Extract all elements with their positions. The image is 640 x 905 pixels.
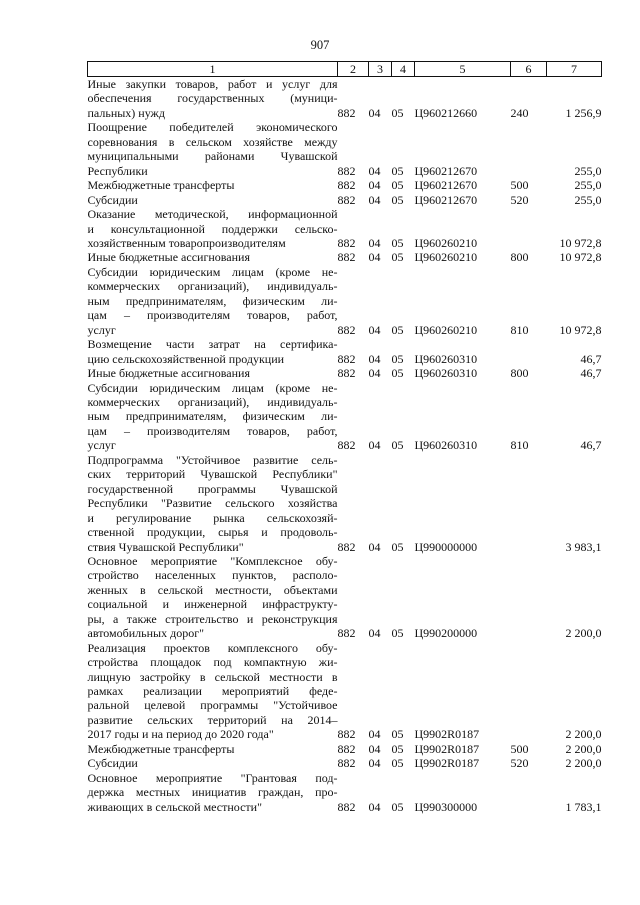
table-row <box>88 178 602 192</box>
cell-amount: 255,0 <box>574 163 602 178</box>
table-row <box>88 120 602 178</box>
cell-description <box>88 77 338 121</box>
table-row <box>88 250 602 264</box>
cell-subsection: 05 <box>391 163 404 178</box>
cell-amount: 255,0 <box>574 192 602 207</box>
description-line: цам – производителям товаров, работ, <box>87 308 338 323</box>
cell-ministry: 882 <box>337 351 356 366</box>
description-line: живающих в сельской местности" <box>87 799 262 814</box>
cell-ministry: 882 <box>337 741 356 756</box>
cell-target-code: Ц990000000 <box>414 539 478 554</box>
table-row <box>88 265 602 337</box>
description-line: лищную застройку в сельской местности в <box>87 669 338 684</box>
cell-subsection: 05 <box>391 741 404 756</box>
cell-description <box>88 381 338 453</box>
cell-target-code: Ц990300000 <box>414 799 478 814</box>
cell-subsection: 05 <box>391 756 404 771</box>
cell-description <box>88 366 338 380</box>
description-line: ральной целевой программы "Устойчивое <box>87 698 338 713</box>
cell-subsection: 05 <box>391 250 404 265</box>
description-line: ры, а также строительство и реконструкция <box>87 611 338 626</box>
cell-subsection: 05 <box>391 626 404 641</box>
cell-expense-type: 520 <box>510 756 529 771</box>
cell-ministry: 882 <box>337 178 356 193</box>
description-line: ным предпринимателям, физическим ли- <box>87 409 338 424</box>
table-row <box>88 77 602 121</box>
description-line: ствия Чувашской Республики" <box>87 539 244 554</box>
cell-amount: 2 200,0 <box>565 756 602 771</box>
cell-section: 04 <box>368 192 381 207</box>
cell-expense-type <box>511 641 547 742</box>
cell-subsection: 05 <box>391 438 404 453</box>
cell-section: 04 <box>368 105 381 120</box>
cell-subsection: 05 <box>391 235 404 250</box>
cell-expense-type <box>511 207 547 250</box>
description-line: обеспечения государственных (муници- <box>87 91 338 106</box>
cell-expense-type: 500 <box>510 741 529 756</box>
column-header-section: 3 <box>369 62 392 77</box>
description-line: муниципальными районами Чувашской <box>87 149 338 164</box>
cell-ministry: 882 <box>337 799 356 814</box>
description-line: цам – производителям товаров, работ, <box>87 423 338 438</box>
description-line: услуг <box>87 322 116 337</box>
description-line: Республики <box>87 163 148 178</box>
description-line: государственной программы Чувашской <box>87 481 338 496</box>
cell-ministry: 882 <box>337 250 356 265</box>
cell-ministry: 882 <box>337 727 356 742</box>
cell-description <box>88 337 338 366</box>
description-line: Субсидии юридическим лицам (кроме не- <box>87 380 338 395</box>
cell-expense-type <box>511 771 547 814</box>
cell-expense-type <box>511 554 547 641</box>
description-line: соревнования в сельском хозяйстве между <box>87 134 338 149</box>
description-line: коммерческих организаций), индивидуаль- <box>87 394 338 409</box>
cell-description <box>88 453 338 554</box>
cell-description <box>88 771 338 814</box>
table-row <box>88 337 602 366</box>
cell-subsection: 05 <box>391 799 404 814</box>
description-line: Республики "Развитие сельского хозяйства <box>87 496 338 511</box>
cell-description <box>88 742 338 756</box>
cell-section: 04 <box>368 756 381 771</box>
cell-section: 04 <box>368 366 381 381</box>
cell-expense-type: 810 <box>510 322 529 337</box>
cell-section: 04 <box>368 727 381 742</box>
cell-ministry: 882 <box>337 235 356 250</box>
cell-section: 04 <box>368 626 381 641</box>
table-row <box>88 453 602 554</box>
description-line: стройство населенных пунктов, располо- <box>87 568 338 583</box>
cell-target-code: Ц960260310 <box>414 438 478 453</box>
page-number: 907 <box>310 38 330 52</box>
description-line: хозяйственным товаропроизводителям <box>87 235 286 250</box>
column-header-expense-type: 6 <box>511 62 547 77</box>
cell-section: 04 <box>368 250 381 265</box>
description-line: и регулирование рынка сельскохозяй- <box>87 510 338 525</box>
cell-expense-type <box>511 337 547 366</box>
cell-section: 04 <box>368 235 381 250</box>
description-line: Иные бюджетные ассигнования <box>87 366 250 381</box>
description-line: цию сельскохозяйственной продукции <box>87 351 285 366</box>
table-row <box>88 742 602 756</box>
table-row <box>88 207 602 250</box>
cell-target-code: Ц9902R0187 <box>414 727 480 742</box>
cell-subsection: 05 <box>391 351 404 366</box>
cell-section: 04 <box>368 741 381 756</box>
cell-target-code: Ц960260210 <box>414 250 478 265</box>
cell-amount: 10 972,8 <box>559 322 602 337</box>
cell-expense-type: 240 <box>510 105 529 120</box>
cell-target-code: Ц960212670 <box>414 192 478 207</box>
cell-section: 04 <box>368 539 381 554</box>
cell-amount: 1 783,1 <box>565 799 602 814</box>
description-line: Возмещение части затрат на сертифика- <box>87 337 338 352</box>
cell-ministry: 882 <box>337 192 356 207</box>
description-line: Межбюджетные трансферты <box>87 741 235 756</box>
description-line: Межбюджетные трансферты <box>87 178 235 193</box>
cell-amount: 10 972,8 <box>559 250 602 265</box>
description-line: ным предпринимателям, физическим ли- <box>87 293 338 308</box>
cell-description <box>88 178 338 192</box>
cell-ministry: 882 <box>337 105 356 120</box>
cell-target-code: Ц960212670 <box>414 178 478 193</box>
cell-target-code: Ц960212660 <box>414 105 478 120</box>
table-row <box>88 641 602 742</box>
description-line: Подпрограмма "Устойчивое развитие сель- <box>87 452 338 467</box>
cell-section: 04 <box>368 438 381 453</box>
cell-target-code: Ц960260310 <box>414 366 478 381</box>
column-header-subsection: 4 <box>392 62 415 77</box>
column-header-target-code: 5 <box>415 62 511 77</box>
cell-amount: 2 200,0 <box>565 741 602 756</box>
column-header-description: 1 <box>88 62 338 77</box>
description-line: 2017 годы и на период до 2020 года" <box>87 727 274 742</box>
cell-ministry: 882 <box>337 322 356 337</box>
cell-ministry: 882 <box>337 366 356 381</box>
cell-amount: 46,7 <box>580 366 602 381</box>
cell-description <box>88 120 338 178</box>
cell-section: 04 <box>368 351 381 366</box>
cell-subsection: 05 <box>391 178 404 193</box>
cell-expense-type: 500 <box>510 178 529 193</box>
description-line: Субсидии <box>87 192 138 207</box>
column-header-ministry: 2 <box>338 62 369 77</box>
cell-description <box>88 756 338 770</box>
description-line: социальной и инженерной инфраструкту- <box>87 597 338 612</box>
description-line: пальных) нужд <box>87 105 165 120</box>
cell-expense-type <box>511 453 547 554</box>
description-line: коммерческих организаций), индивидуаль- <box>87 279 338 294</box>
cell-section: 04 <box>368 163 381 178</box>
cell-target-code: Ц9902R0187 <box>414 741 480 756</box>
description-line: Оказание методической, информационной <box>87 207 338 222</box>
description-line: рамках реализации мероприятий феде- <box>87 684 338 699</box>
cell-amount: 1 256,9 <box>565 105 602 120</box>
description-line: женных в сельской местности, объектами <box>87 582 338 597</box>
cell-ministry: 882 <box>337 438 356 453</box>
description-line: Реализация проектов комплексного обу- <box>87 640 338 655</box>
cell-ministry: 882 <box>337 756 356 771</box>
table-row <box>88 756 602 770</box>
cell-target-code: Ц960260210 <box>414 235 478 250</box>
cell-expense-type <box>511 120 547 178</box>
cell-amount: 2 200,0 <box>565 727 602 742</box>
description-line: развитие сельских территорий на 2014– <box>87 712 338 727</box>
table-row <box>88 381 602 453</box>
description-line: услуг <box>87 438 116 453</box>
cell-description <box>88 554 338 641</box>
description-line: Иные закупки товаров, работ и услуг для <box>87 77 338 91</box>
cell-target-code: Ц990200000 <box>414 626 478 641</box>
cell-expense-type: 520 <box>510 192 529 207</box>
cell-target-code: Ц960212670 <box>414 163 478 178</box>
description-line: Основное мероприятие "Комплексное обу- <box>87 553 338 568</box>
cell-target-code: Ц960260310 <box>414 351 478 366</box>
cell-description <box>88 193 338 207</box>
cell-subsection: 05 <box>391 366 404 381</box>
cell-description <box>88 641 338 742</box>
description-line: автомобильных дорог" <box>87 626 205 641</box>
table-row <box>88 554 602 641</box>
budget-table <box>87 61 602 814</box>
cell-subsection: 05 <box>391 105 404 120</box>
cell-ministry: 882 <box>337 163 356 178</box>
cell-ministry: 882 <box>337 539 356 554</box>
cell-section: 04 <box>368 322 381 337</box>
cell-target-code: Ц9902R0187 <box>414 756 480 771</box>
description-line: Поощрение победителей экономического <box>87 120 338 135</box>
description-line: Субсидии юридическим лицам (кроме не- <box>87 264 338 279</box>
description-line: держка местных инициатив граждан, про- <box>87 785 338 800</box>
cell-description <box>88 265 338 337</box>
cell-amount: 46,7 <box>580 438 602 453</box>
description-line: ских территорий Чувашской Республики" <box>87 467 338 482</box>
table-row <box>88 771 602 814</box>
table-row <box>88 193 602 207</box>
cell-expense-type: 810 <box>510 438 529 453</box>
cell-ministry: 882 <box>337 626 356 641</box>
cell-amount: 2 200,0 <box>565 626 602 641</box>
cell-amount: 46,7 <box>580 351 602 366</box>
table-row <box>88 366 602 380</box>
cell-subsection: 05 <box>391 322 404 337</box>
description-line: и консультационной поддержки сельско- <box>87 221 338 236</box>
description-line: ственной продукции, сырья и продоволь- <box>87 525 338 540</box>
cell-subsection: 05 <box>391 539 404 554</box>
description-line: Субсидии <box>87 756 138 771</box>
cell-description <box>88 207 338 250</box>
cell-expense-type: 800 <box>510 366 529 381</box>
cell-expense-type: 800 <box>510 250 529 265</box>
description-line: Иные бюджетные ассигнования <box>87 250 250 265</box>
cell-amount: 255,0 <box>574 178 602 193</box>
cell-description <box>88 250 338 264</box>
description-line: Основное мероприятие "Грантовая под- <box>87 770 338 785</box>
cell-amount: 3 983,1 <box>565 539 602 554</box>
cell-amount: 10 972,8 <box>559 235 602 250</box>
column-header-amount: 7 <box>547 62 602 77</box>
cell-section: 04 <box>368 178 381 193</box>
cell-subsection: 05 <box>391 192 404 207</box>
table-header-row <box>88 62 602 77</box>
cell-subsection: 05 <box>391 727 404 742</box>
table-body <box>88 77 602 815</box>
description-line: стройства площадок под компактную жи- <box>87 655 338 670</box>
cell-section: 04 <box>368 799 381 814</box>
cell-target-code: Ц960260210 <box>414 322 478 337</box>
